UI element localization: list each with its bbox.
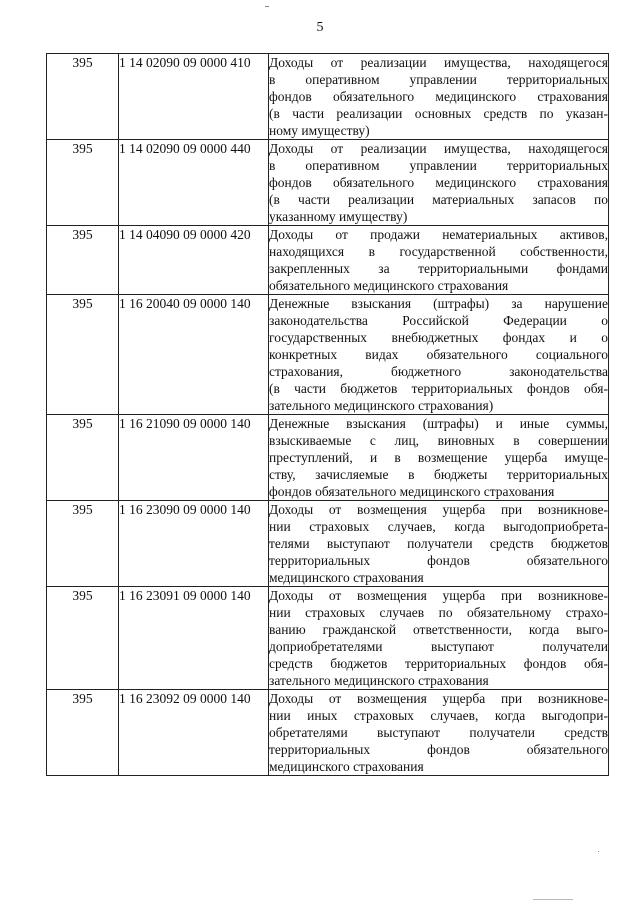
description-line: законодательства Российской Федерации о <box>269 313 608 328</box>
description-line: Доходы от реализации имущества, находящегося <box>269 55 608 70</box>
table-row <box>47 501 609 587</box>
table-row <box>47 54 609 140</box>
admin-code-cell: 395 <box>47 54 119 140</box>
description-line: зательного медицинского страхования <box>269 673 489 688</box>
description-line: в оперативном управлении территориальных <box>269 158 608 173</box>
budget-classification-code-cell: 1 14 04090 09 0000 420 <box>119 226 269 295</box>
page-number: 5 <box>316 20 324 35</box>
description-line: страхования, бюджетного законодательства <box>269 364 608 379</box>
description-line: конкретных видах обязательного социального <box>269 347 608 362</box>
budget-classification-code-cell: 1 14 02090 09 0000 410 <box>119 54 269 140</box>
description-line: государственных внебюджетных фондах и о <box>269 330 608 345</box>
description-line: находящихся в государственной собственности, <box>269 244 608 259</box>
description-line: медицинского страхования <box>269 570 424 585</box>
description-line: нии иных страховых случаев, когда выгодопри- <box>269 708 608 723</box>
description-line: медицинского страхования <box>269 759 424 774</box>
description-line: Доходы от реализации имущества, находящегося <box>269 141 608 156</box>
admin-code-cell: 395 <box>47 501 119 587</box>
budget-classification-code-cell: 1 16 23090 09 0000 140 <box>119 501 269 587</box>
description-line: закрепленных за территориальными фондами <box>269 261 608 276</box>
description-line: преступлений, и в возмещение ущерба имуще- <box>269 450 608 465</box>
revenue-description-cell <box>269 587 609 690</box>
revenue-codes-table <box>46 53 609 776</box>
description-line: (в части реализации основных средств по указан- <box>269 106 608 121</box>
admin-code-cell: 395 <box>47 690 119 776</box>
revenue-description-cell <box>269 501 609 587</box>
description-line: фондов обязательного медицинского страхования <box>269 89 608 104</box>
description-line: (в части бюджетов территориальных фондов обя- <box>269 381 608 396</box>
table-row <box>47 226 609 295</box>
description-line: обязательного медицинского страхования <box>269 278 509 293</box>
description-line: Денежные взыскания (штрафы) и иные суммы, <box>269 416 608 431</box>
table-row <box>47 140 609 226</box>
budget-classification-code-cell: 1 16 20040 09 0000 140 <box>119 295 269 415</box>
revenue-description-cell <box>269 415 609 501</box>
scan-speck <box>598 851 599 852</box>
description-line: Денежные взыскания (штрафы) за нарушение <box>269 296 608 311</box>
admin-code-cell: 395 <box>47 140 119 226</box>
description-line: (в части реализации материальных запасов по <box>269 192 608 207</box>
scan-speck <box>265 6 269 7</box>
revenue-description-cell <box>269 54 609 140</box>
budget-classification-code-cell: 1 14 02090 09 0000 440 <box>119 140 269 226</box>
budget-classification-code-cell: 1 16 23092 09 0000 140 <box>119 690 269 776</box>
description-line: телями выступают получатели средств бюджетов <box>269 536 608 551</box>
budget-classification-code-cell: 1 16 21090 09 0000 140 <box>119 415 269 501</box>
description-line: указанному имуществу) <box>269 209 408 224</box>
revenue-description-cell <box>269 226 609 295</box>
revenue-description-cell <box>269 140 609 226</box>
description-line: нии страховых случаев по обязательному страхо- <box>269 605 608 620</box>
description-line: фондов обязательного медицинского страхования <box>269 175 608 190</box>
description-line: Доходы от возмещения ущерба при возникнове- <box>269 502 608 517</box>
description-line: территориальных фондов обязательного <box>269 742 608 757</box>
revenue-description-cell <box>269 295 609 415</box>
description-line: ству, зачисляемые в бюджеты территориальных <box>269 467 608 482</box>
table-row <box>47 690 609 776</box>
revenue-description-cell <box>269 690 609 776</box>
admin-code-cell: 395 <box>47 415 119 501</box>
description-line: фондов обязательного медицинского страхования <box>269 484 555 499</box>
admin-code-cell: 395 <box>47 587 119 690</box>
description-line: Доходы от возмещения ущерба при возникнове- <box>269 588 608 603</box>
scan-speck <box>533 899 573 900</box>
table-row <box>47 587 609 690</box>
table-row <box>47 415 609 501</box>
description-line: доприобретателями выступают получатели <box>269 639 608 654</box>
admin-code-cell: 395 <box>47 226 119 295</box>
budget-classification-code-cell: 1 16 23091 09 0000 140 <box>119 587 269 690</box>
description-line: обретателями выступают получатели средств <box>269 725 608 740</box>
admin-code-cell: 395 <box>47 295 119 415</box>
description-line: территориальных фондов обязательного <box>269 553 608 568</box>
description-line: зательного медицинского страхования) <box>269 398 494 413</box>
description-line: ванию гражданской ответственности, когда выго- <box>269 622 608 637</box>
description-line: Доходы от продажи нематериальных активов, <box>269 227 608 242</box>
table-row <box>47 295 609 415</box>
description-line: Доходы от возмещения ущерба при возникнове- <box>269 691 608 706</box>
description-line: в оперативном управлении территориальных <box>269 72 608 87</box>
description-line: ному имуществу) <box>269 123 370 138</box>
description-line: взыскиваемые с лиц, виновных в совершении <box>269 433 608 448</box>
description-line: средств бюджетов территориальных фондов обя- <box>269 656 608 671</box>
table-body <box>47 54 609 776</box>
description-line: нии страховых случаев, когда выгодоприобрета- <box>269 519 608 534</box>
